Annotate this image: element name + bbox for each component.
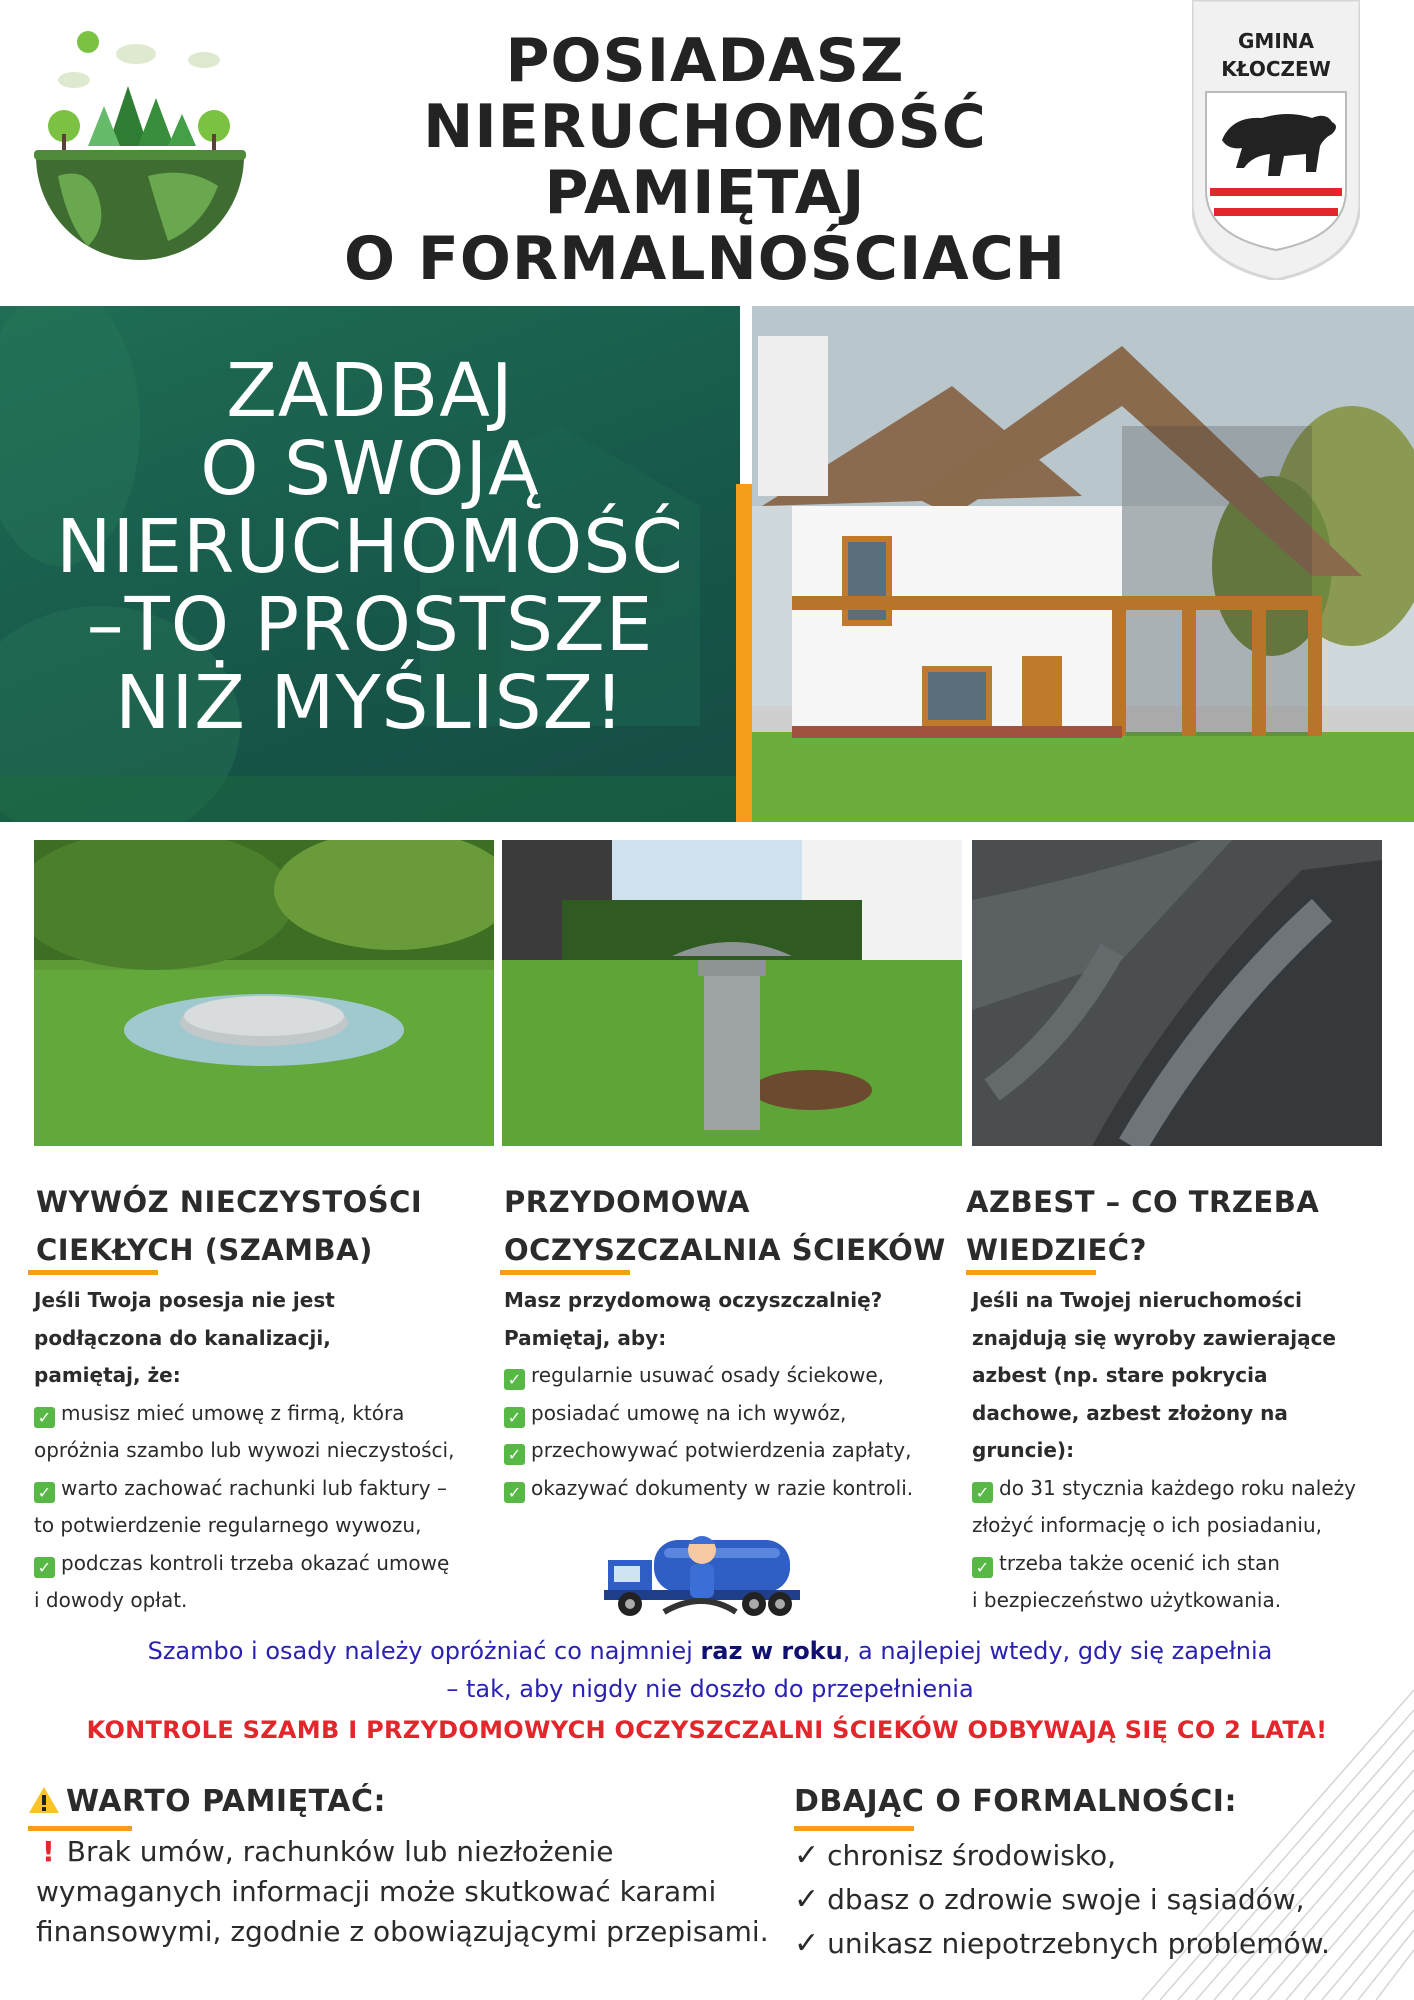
note-text: , a najlepiej wtedy, gdy się zapełnia [842,1637,1273,1665]
note-text: Szambo i osady należy opróżniać co najmniej [147,1637,701,1665]
septic-truck-illustration [604,1520,800,1620]
checkmark-icon: ✓ [504,1407,525,1428]
warning-body [36,1832,796,1952]
benefits-list [794,1834,1330,1966]
heading-underline [794,1826,914,1831]
benefits-heading: DBAJĄC O FORMALNOŚCI: [794,1784,1237,1819]
lead-line: Jeśli na Twojej nieruchomości [972,1288,1302,1312]
hero-accent-bar [736,484,752,822]
checkmark-icon: ✓ [504,1369,525,1390]
lead-line: azbest (np. stare pokrycia [972,1363,1268,1387]
exclamation-icon: ! [42,1835,55,1868]
earth-trees-icon [28,26,252,266]
list-item [34,1432,454,1470]
lead-line: Masz przydomową oczyszczalnię? [504,1288,883,1312]
checkmark-icon: ✓ [794,1926,820,1961]
heading-line: WIEDZIEĆ? [966,1233,1147,1267]
warning-line: finansowymi, zgodnie z obowiązującymi przepisami. [36,1915,769,1948]
heading-underline [28,1270,158,1275]
list-item [504,1432,913,1470]
column-body-asbestos [972,1282,1356,1620]
crest-line: KŁOCZEW [1221,57,1331,81]
list-item-text: regularnie usuwać osady ściekowe, [531,1363,884,1387]
benefit-text: dbasz o zdrowie swoje i sąsiadów, [827,1883,1305,1916]
gmina-crest [1192,0,1360,280]
checkmark-icon: ✓ [794,1838,820,1873]
heading-underline [500,1270,630,1275]
list-item [34,1470,454,1508]
list-item [794,1922,1330,1966]
list-item [504,1357,913,1395]
list-item-text: przechowywać potwierdzenia zapłaty, [531,1438,912,1462]
list-item [794,1834,1330,1878]
checkmark-icon: ✓ [34,1557,55,1578]
list-item-text: trzeba także ocenić ich stan [999,1550,1280,1575]
inspection-alert: KONTROLE SZAMB I PRZYDOMOWYCH OCZYSZCZALNI ŚCIEKÓW ODBYWAJĄ SIĘ CO 2 LATA! [86,1716,1328,1744]
lead-line: Jeśli Twoja posesja nie jest [34,1288,335,1312]
title-line: PAMIĘTAJ [544,158,866,228]
list-item [34,1582,454,1620]
checkmark-icon: ✓ [34,1482,55,1503]
lead-line: pamiętaj, że: [34,1363,181,1387]
list-item [504,1395,913,1433]
checkmark-icon: ✓ [972,1557,993,1578]
list-item-text: musisz mieć umowę z firmą, która [61,1400,405,1425]
list-item [34,1545,454,1583]
slogan-line: ZADBAJ [226,348,514,434]
hero-slogan [0,348,740,746]
warning-heading-text: WARTO PAMIĘTAĆ: [66,1784,386,1819]
slogan-line: NIERUCHOMOŚĆ [56,504,684,590]
list-item [972,1470,1356,1508]
list-item-text: opróżnia szambo lub wywozi nieczystości, [34,1438,455,1462]
lead-line: gruncie): [972,1438,1075,1462]
title-line: POSIADASZ [505,26,905,96]
title-line: NIERUCHOMOŚĆ [423,92,987,162]
house-photo [752,306,1414,822]
column-heading-asbestos [966,1178,1319,1274]
list-item [34,1395,454,1433]
list-item-text: podczas kontroli trzeba okazać umowę [61,1550,450,1575]
list-item-text: i bezpieczeństwo użytkowania. [972,1588,1282,1612]
heading-line: AZBEST – CO TRZEBA [966,1185,1320,1219]
list-item [972,1582,1356,1620]
title-line: O FORMALNOŚCIACH [344,224,1066,294]
list-item-text: do 31 stycznia każdego roku należy [999,1475,1356,1500]
checkmark-icon: ✓ [972,1482,993,1503]
list-item-text: okazywać dokumenty w razie kontroli. [531,1475,914,1500]
heading-line: WYWÓZ NIECZYSTOŚCI [36,1185,423,1219]
lead-line: znajdują się wyroby zawierające [972,1325,1336,1350]
slogan-line: O SWOJĄ [200,426,540,512]
benefit-text: unikasz niepotrzebnych problemów. [827,1927,1330,1960]
column-body-treatment [504,1282,913,1507]
column-heading-treatment [504,1178,946,1274]
list-item-text: warto zachować rachunki lub faktury – [61,1475,447,1500]
lead-line: podłączona do kanalizacji, [34,1325,331,1350]
column-body-septic [34,1282,454,1620]
list-item [34,1507,454,1545]
asbestos-roof-photo [972,840,1382,1146]
note-emphasis: raz w roku [700,1637,843,1665]
slogan-line: NIŻ MYŚLISZ! [115,660,625,746]
note-line: – tak, aby nigdy nie doszło do przepełnienia [446,1675,974,1703]
list-item [972,1507,1356,1545]
list-item [794,1878,1330,1922]
list-item-text: i dowody opłat. [34,1588,188,1612]
warning-line: Brak umów, rachunków lub niezłożenie [66,1835,614,1868]
heading-underline [28,1826,132,1831]
septic-tank-photo [34,840,494,1146]
slogan-line: –TO PROSTSZE [86,582,654,668]
list-item-text: to potwierdzenie regularnego wywozu, [34,1513,422,1537]
benefit-text: chronisz środowisko, [827,1839,1117,1872]
warning-heading [28,1784,386,1819]
heading-line: OCZYSZCZALNIA ŚCIEKÓW [504,1233,946,1267]
lead-line: Pamiętaj, aby: [504,1325,667,1350]
column-heading-septic [36,1178,422,1274]
checkmark-icon: ✓ [504,1444,525,1465]
heading-line: PRZYDOMOWA [504,1185,750,1219]
list-item [504,1470,913,1508]
list-item-text: złożyć informację o ich posiadaniu, [972,1513,1322,1537]
lead-line: dachowe, azbest złożony na [972,1400,1288,1425]
list-item-text: posiadać umowę na ich wywóz, [531,1400,847,1425]
list-item [972,1545,1356,1583]
heading-underline [966,1270,1096,1275]
vent-pipe-photo [502,840,962,1146]
checkmark-icon: ✓ [34,1407,55,1428]
crest-line: GMINA [1238,29,1314,53]
checkmark-icon: ✓ [794,1882,820,1917]
checkmark-icon: ✓ [504,1482,525,1503]
warning-icon [28,1786,60,1814]
page-title [300,28,1110,292]
heading-line: CIEKŁYCH (SZAMBA) [36,1233,373,1267]
warning-line: wymaganych informacji może skutkować karami [36,1875,717,1908]
